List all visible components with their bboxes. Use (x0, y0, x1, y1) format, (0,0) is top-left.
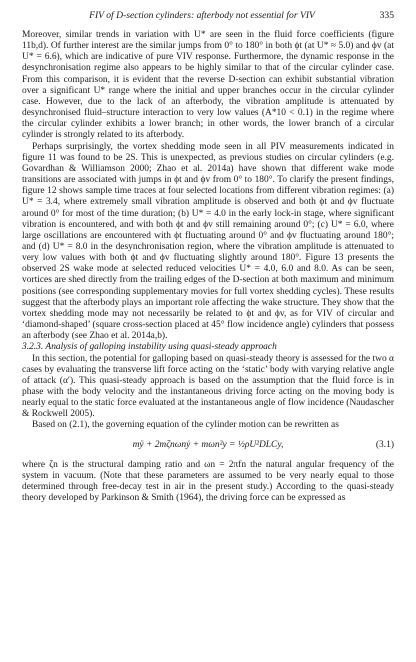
paragraph-governing-equation-intro: Based on (2.1), the governing equation of the cylinder motion can be rewritten as (32, 420, 339, 431)
section-heading: 3.2.3. Analysis of galloping instability using quasi-steady approach (22, 342, 277, 353)
paragraph-wake-comparison: Moreover, similar trends in variation with U* are seen in the fluid force coefficients (figure 11b,d). Of further interest are the similar jumps from 0° to 180° in both ϕt (at U* ≈ 5.0) and ϕv (at U* = 6.6), which are indicative of pure VIV response. Furthermore, the dynamic response in the desynchronisation regime also appears to be highly similar to that of the circular cylinder case. From this comparison, it is evident that the reverse D-section can exhibit substantial vibration over a significant U* range where the initial and upper branches occur in the circular cylinder case. However, due to the lack of an afterbody, the vibration amplitude is attenuated by desynchronised fluid–structure interaction to very low values (A*10 < 0.1) in the regime where the circular cylinder exhibits a lower branch; in other words, the lower branch of a circular cylinder is strongly related to its afterbody. (22, 30, 394, 141)
running-header (22, 10, 394, 26)
paragraph-vortex-shedding: Perhaps surprisingly, the vortex shedding mode seen in all PIV measurements indicated in figure 11 was found to be 2S. This is unexpected, as previous studies on circular cylinders (e.g. Govardhan & Williamson 2000; Zhao et al. 2014a) have shown that different wake mode transitions are associated with jumps in ϕt and ϕv from 0° to 180°. To clarify the present findings, figure 12 shows sample time traces at four selected locations from different vibration regimes: (a) U* = 3.4, where extremely small vibration amplitude is observed and both ϕt and ϕv fluctuate around 0° for most of the time duration; (b) U* = 4.0 in the early lock-in stage, where significant vibration is encountered, and with both ϕt and ϕv still remaining around 0°; (c) U* = 6.0, where large oscillations are encountered with ϕt fluctuating around 0° and ϕv fluctuating around 180°; and (d) U* = 8.0 in the desynchronisation region, where the vibration amplitude is attenuated to very low values with both ϕt and ϕv fluctuating slightly around 180°. Figure 13 presents the observed 2S wake mode at selected reduced velocities U* = 4.0, 6.0 and 8.0. As can be seen, vortices are shed directly from the trailing edges of the D-section at both maximum and minimum positions (see corresponding supplementary movies for full vortex shedding cycles). These results suggest that the afterbody plays an important role affecting the wake structure. They show that the vortex shedding mode may not necessarily be related to ϕt and ϕv, as for VIV of circular and ‘diamond-shaped’ (square cross-section placed at 45° flow incidence angle) cylinders that possess an afterbody (see Zhao et al. 2014a,b). (22, 141, 394, 342)
page-number: 335 (379, 10, 394, 21)
body-text (22, 30, 394, 504)
equation-number: (3.1) (375, 440, 394, 451)
equation-3-1 (22, 434, 394, 458)
paragraph-quasi-steady: In this section, the potential for galloping based on quasi-steady theory is assessed for the two α cases by evaluating the transverse lift force acting on the ‘static’ body with varying relative angle of attack (α′). This quasi-steady approach is based on the assumption that the fluid force is in phase with the body velocity and the instantaneous driving force acting on the moving body is nearly equal to the static force evaluated at the instantaneous angle of flow incidence (Naudascher & Rockwell 2005). (22, 353, 394, 420)
paragraph-driving-force: where ζn is the structural damping ratio and ωn = 2πfn the natural angular frequency of the system in vacuum. (Note that these parameters are assumed to be very nearly equal to those determined through free-decay test in air in the present study.) According to the quasi-steady theory developed by Parkinson & Smith (1964), the driving force can be expressed as (22, 459, 394, 504)
equation-expression: mÿ + 2mζnωnẏ + mωn²y = ½ρU²DLCy, (132, 440, 284, 451)
running-title: FIV of D-section cylinders: afterbody not essential for VIV (89, 10, 315, 21)
